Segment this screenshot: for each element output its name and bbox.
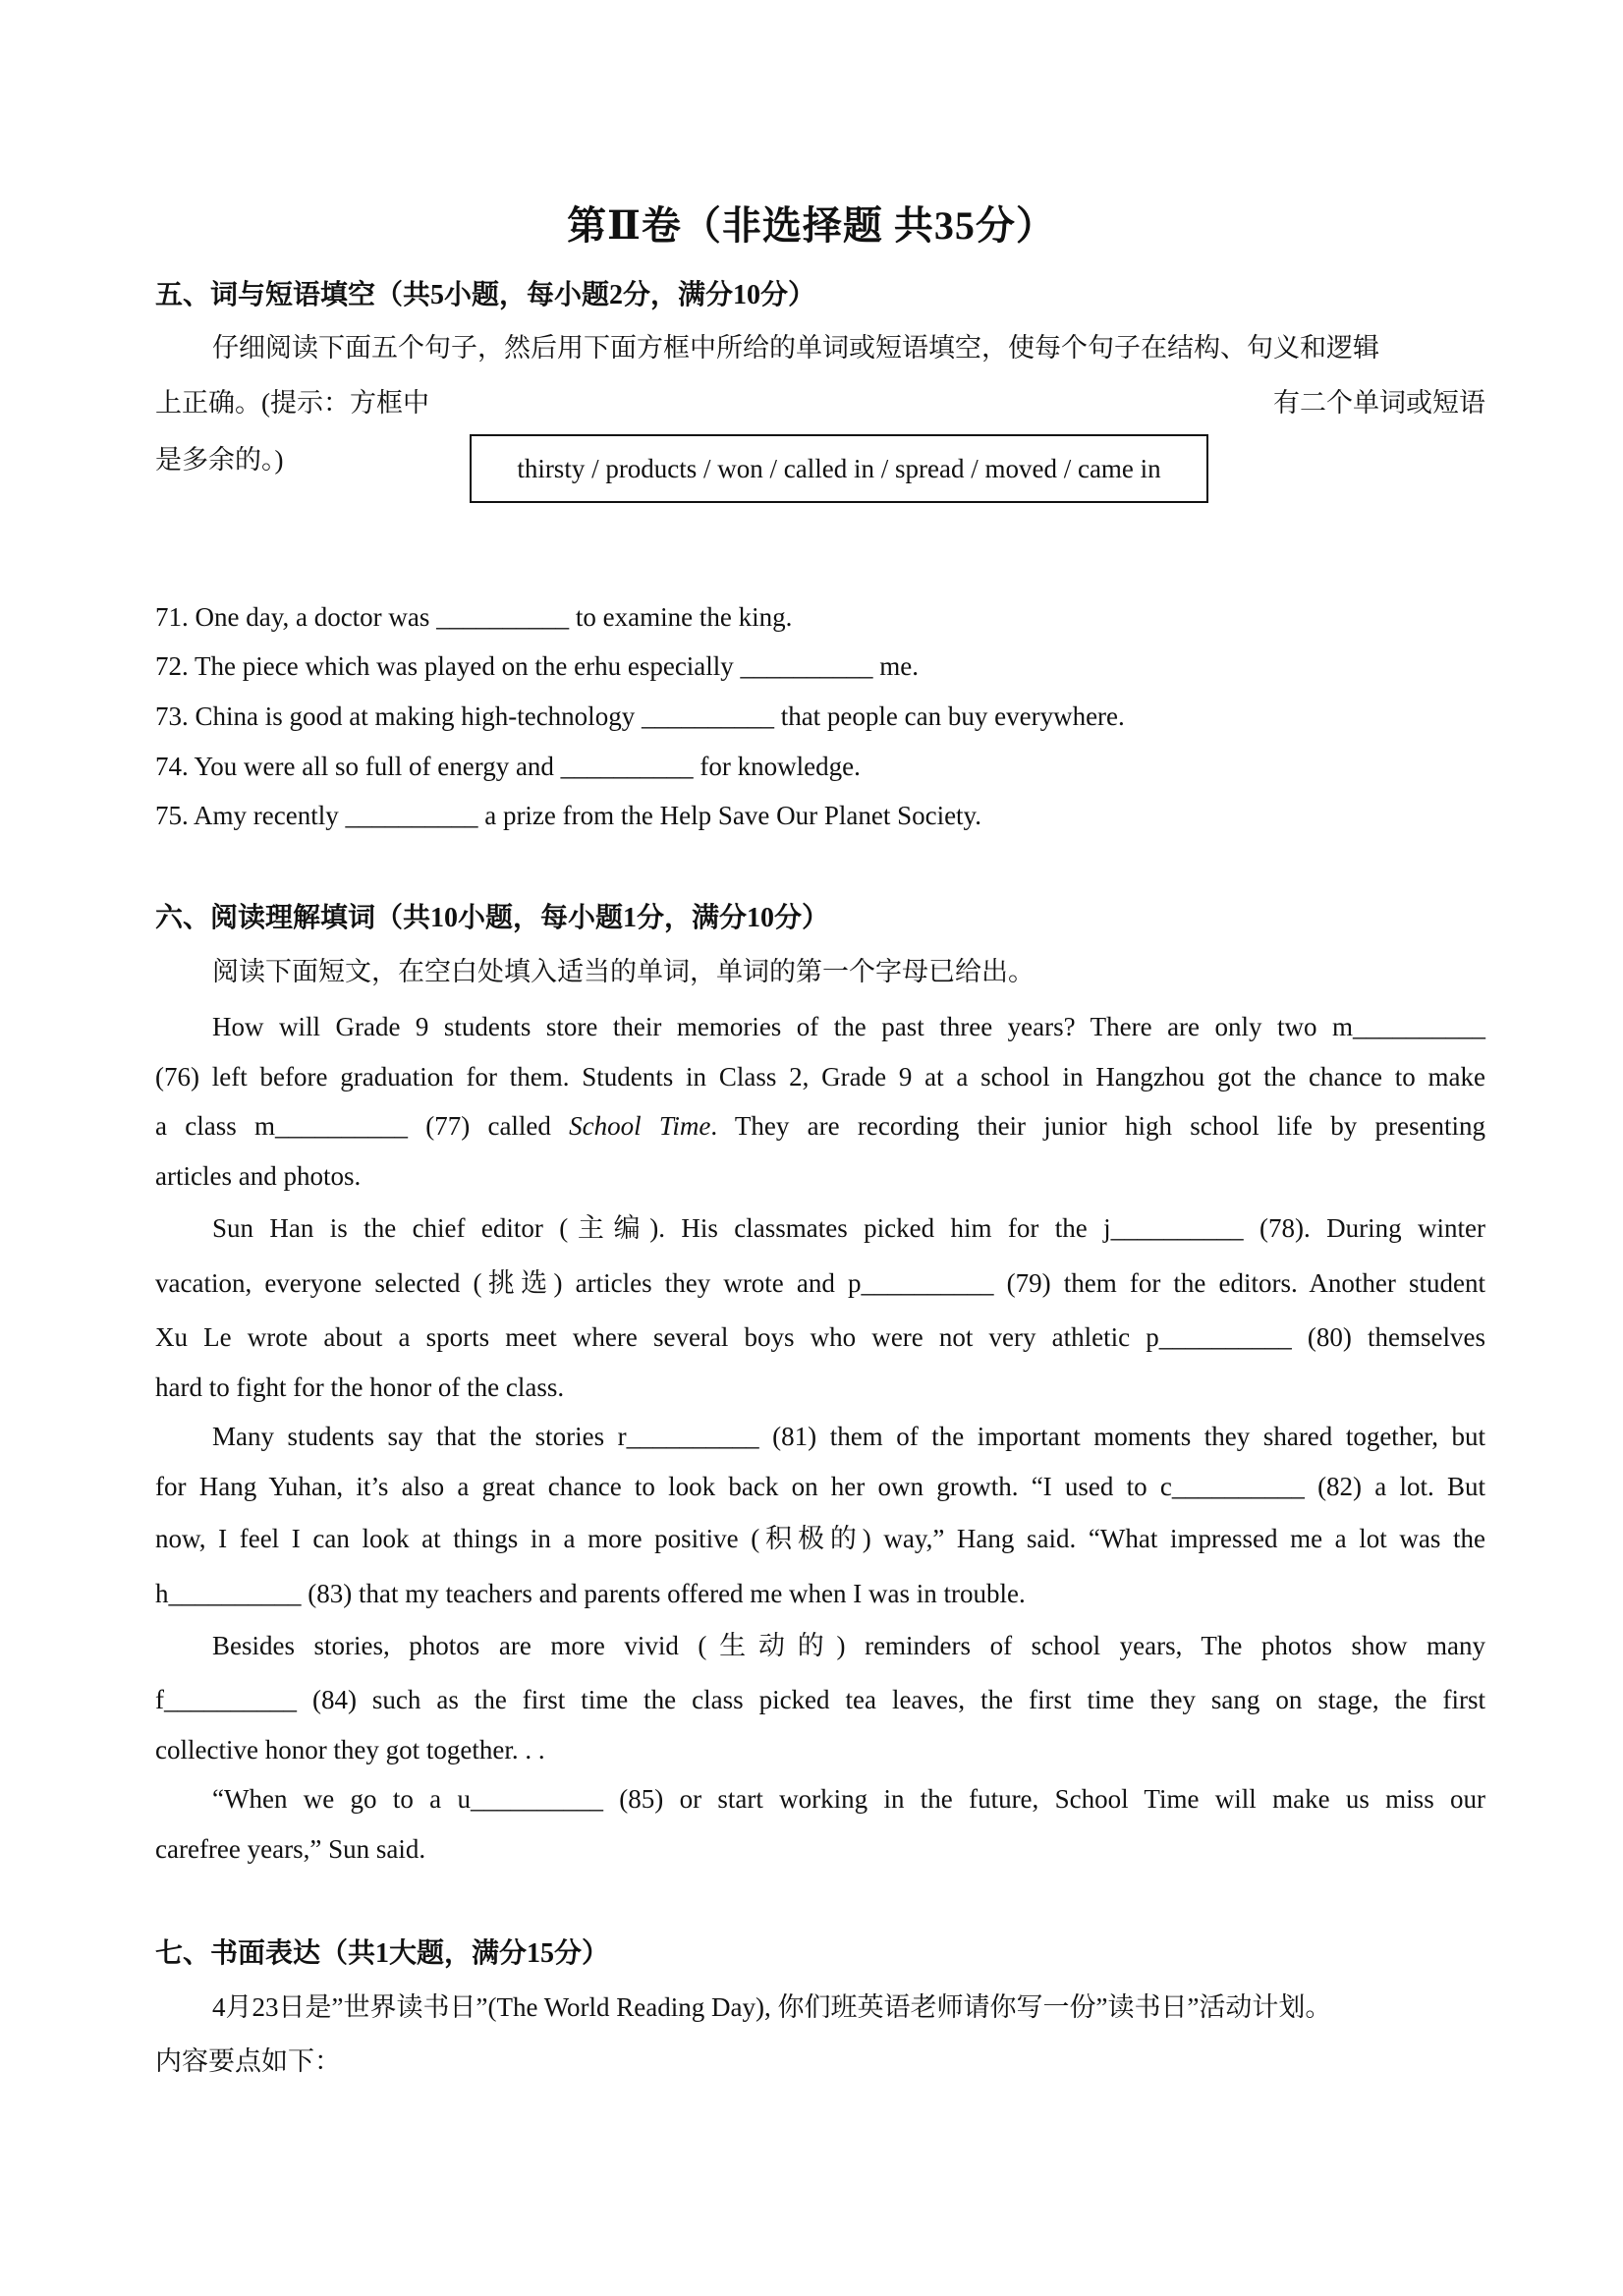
section-5-instruction-line2-right: 有二个单词或短语: [1273, 388, 1485, 418]
section-6-heading: 六、阅读理解填词（共10小题，每小题1分，满分10分）: [155, 903, 830, 933]
passage-p5-line1: “When we go to a u__________ (85) or start working in the future, School Time will make us miss our: [212, 1784, 1485, 1814]
passage-p1-line2: (76) left before graduation for them. Students in Class 2, Grade 9 at a school in Hangzhou got the chance to make: [155, 1062, 1485, 1092]
question-75: 75. Amy recently __________ a prize from the Help Save Our Planet Society.: [155, 801, 982, 830]
passage-p2-line4: hard to fight for the honor of the class.: [155, 1372, 565, 1402]
passage-p1-line3: [155, 1108, 1485, 1144]
section-5-instruction-line2-left: 上正确。(提示：方框中: [155, 388, 429, 418]
passage-p1-line1: How will Grade 9 students store their memories of the past three years? There are only two m__________: [212, 1012, 1485, 1041]
question-73: 73. China is good at making high-technology __________ that people can buy everywhere.: [155, 701, 1125, 731]
section-7-prompt-line2: 内容要点如下：: [155, 2046, 341, 2076]
question-72: 72. The piece which was played on the erhu especially __________ me.: [155, 651, 920, 681]
passage-p3-line4: h__________ (83) that my teachers and parents offered me when I was in trouble.: [155, 1579, 1026, 1608]
passage-p2-line3: Xu Le wrote about a sports meet where several boys who were not very athletic p__________ (80) themselves: [155, 1322, 1485, 1352]
passage-p5-line2: carefree years,” Sun said.: [155, 1834, 426, 1864]
passage-p2-line2: vacation, everyone selected (挑选) articles they wrote and p__________ (79) them for the editors. Another student: [155, 1268, 1485, 1298]
passage-p4-line3: collective honor they got together. . .: [155, 1735, 545, 1764]
word-choice-box: thirsty / products / won / called in / spread / moved / came in: [470, 434, 1208, 503]
section-7-prompt-line1: 4月23日是”世界读书日”(The World Reading Day), 你们班英语老师请你写一份”读书日”活动计划。: [212, 1992, 1332, 2022]
passage-p3-line2: for Hang Yuhan, it’s also a great chance to look back on her own growth. “I used to c__________ (82) a lot. But: [155, 1472, 1485, 1501]
passage-p1-line3b: . They are recording their junior high school life by presenting: [710, 1111, 1485, 1141]
section-7-heading: 七、书面表达（共1大题，满分15分）: [155, 1938, 610, 1969]
passage-p3-line3: now, I feel I can look at things in a more positive (积极的) way,” Hang said. “What impressed me a lot was the: [155, 1524, 1485, 1553]
passage-p2-line1: Sun Han is the chief editor (主编). His classmates picked him for the j__________ (78). During winter: [212, 1213, 1485, 1243]
passage-p1-line3a: a class m__________ (77) called: [155, 1111, 570, 1141]
passage-p4-line2: f__________ (84) such as the first time the class picked tea leaves, the first time they sang on stage, the first: [155, 1685, 1485, 1714]
question-74: 74. You were all so full of energy and __________ for knowledge.: [155, 752, 861, 781]
section-5-instruction-line3: 是多余的。): [155, 445, 284, 475]
question-71: 71. One day, a doctor was __________ to examine the king.: [155, 602, 793, 632]
page-title: 第Ⅱ卷（非选择题 共35分）: [567, 203, 1056, 248]
section-6-instruction: 阅读下面短文，在空白处填入适当的单词，单词的第一个字母已给出。: [212, 957, 1035, 986]
magazine-name: School Time: [569, 1111, 711, 1141]
section-5-heading: 五、词与短语填空（共5小题，每小题2分，满分10分）: [155, 280, 816, 310]
passage-p1-line4: articles and photos.: [155, 1161, 362, 1191]
section-5-instruction-line1: 仔细阅读下面五个句子，然后用下面方框中所给的单词或短语填空，使每个句子在结构、句义和逻辑: [212, 333, 1379, 363]
passage-p3-line1: Many students say that the stories r__________ (81) them of the important moments they shared together, but: [212, 1422, 1485, 1451]
passage-p4-line1: Besides stories, photos are more vivid (生动的) reminders of school years, The photos show many: [212, 1631, 1485, 1660]
